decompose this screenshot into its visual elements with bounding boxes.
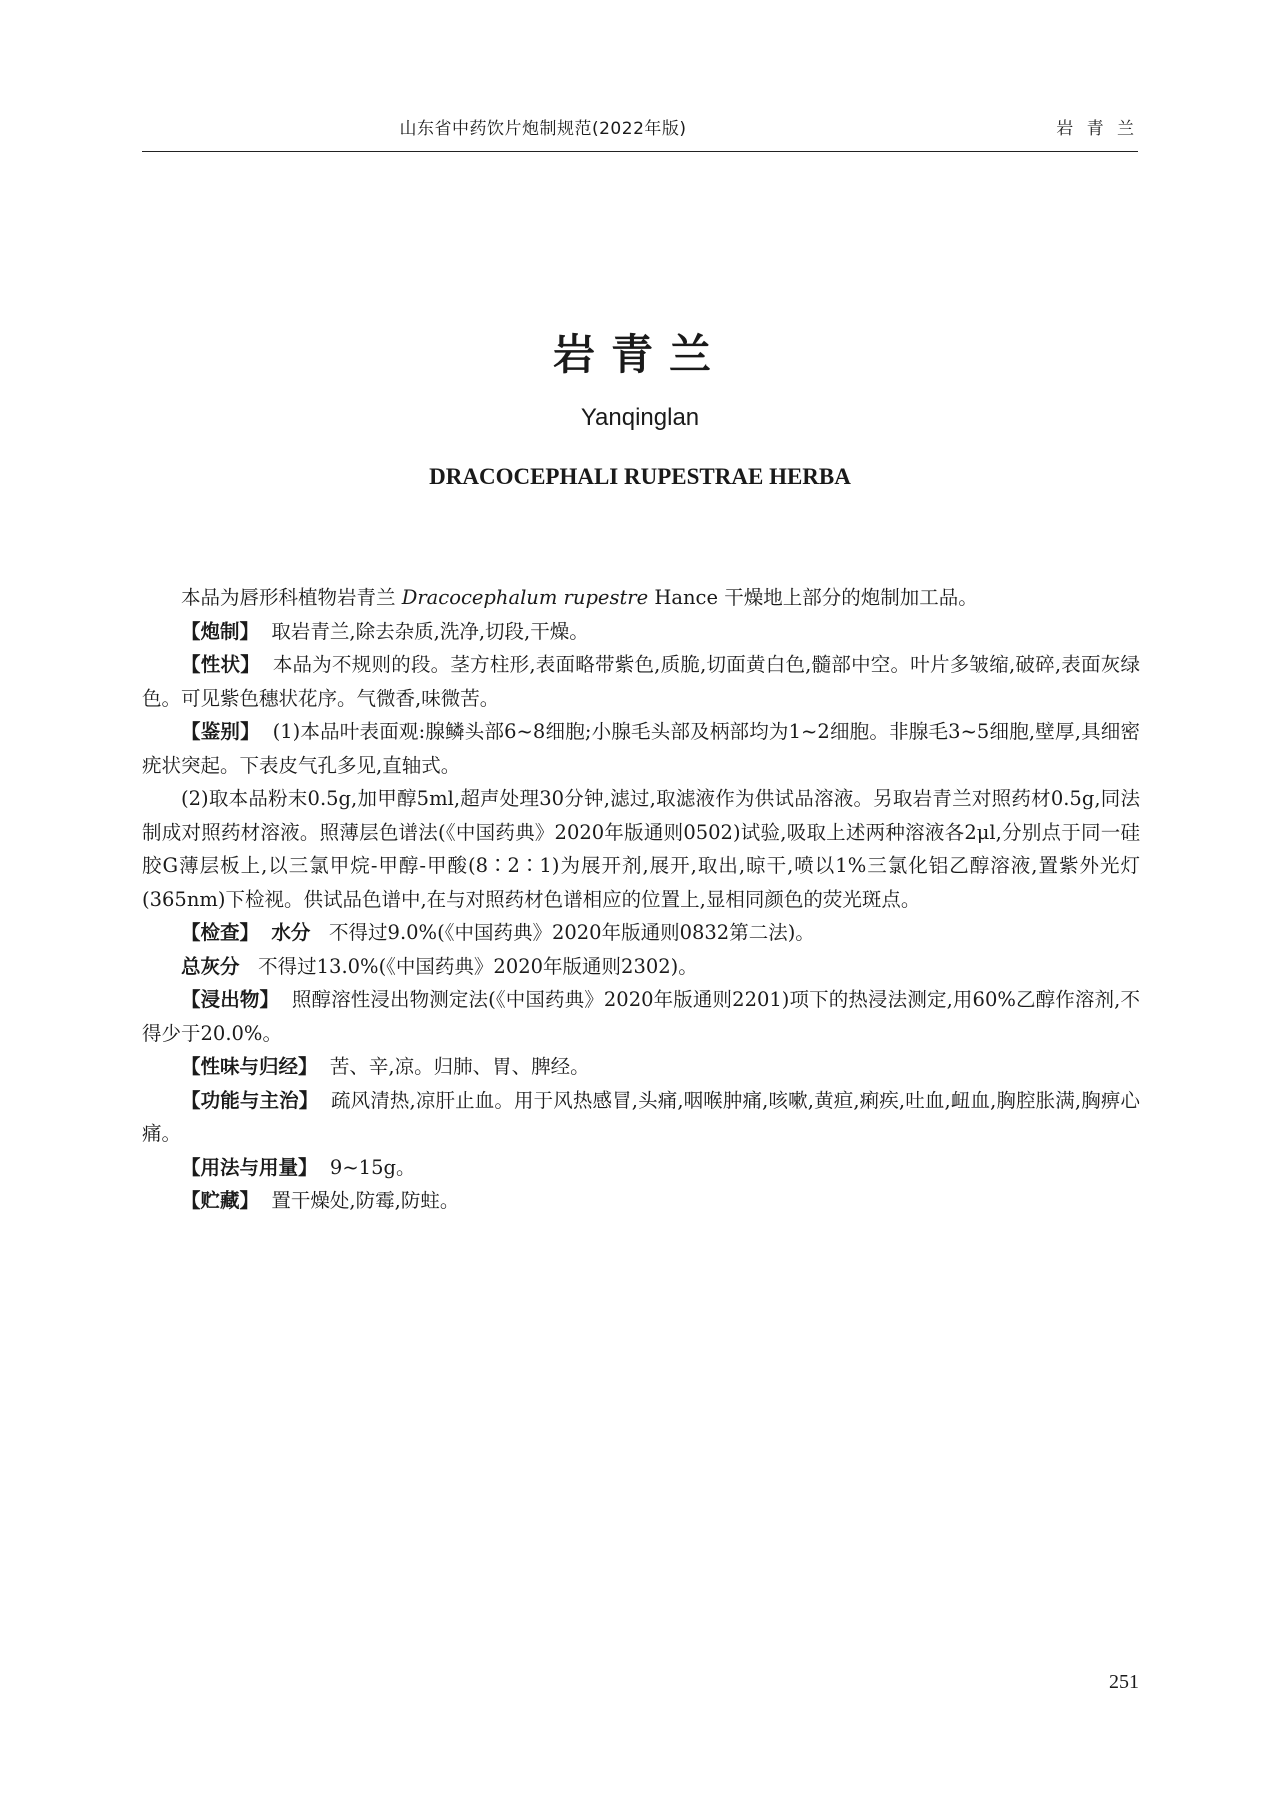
section-jiancha-ash (142, 950, 1140, 984)
section-jiancha (142, 916, 1140, 950)
section-xingzhuang (142, 648, 1140, 715)
header-herb-name: 岩 青 兰 (1056, 119, 1138, 139)
page-number: 251 (1109, 1671, 1139, 1693)
section-text-water: 不得过9.0%(《中国药典》2020年版通则0832第二法)。 (329, 921, 815, 944)
running-header (142, 114, 1138, 144)
title-latin: DRACOCEPHALI RUPESTRAE HERBA (429, 464, 851, 489)
title-pinyin: Yanqinglan (580, 404, 700, 431)
intro-text-after: Hance 干燥地上部分的炮制加工品。 (648, 586, 978, 609)
sub-label-water: 水分 (271, 921, 311, 944)
section-label-xingzhuang: 【性状】 (181, 653, 260, 676)
section-jinchuwu (142, 983, 1140, 1050)
section-text-gongneng: 疏风清热,凉肝止血。用于风热感冒,头痛,咽喉肿痛,咳嗽,黄疸,痢疾,吐血,衄血,胸腔胀满,胸痹心痛。 (142, 1088, 1140, 1145)
page-title: 岩青兰 (552, 330, 727, 379)
section-text-jianbie-1: (1)本品叶表面观:腺鳞头部6~8细胞;小腺毛头部及柄部均为1~2细胞。非腺毛3~5细胞,壁厚,具细密疣状突起。下表皮气孔多见,直轴式。 (142, 720, 1140, 777)
section-yongfa (142, 1151, 1140, 1185)
book-title: 山东省中药饮片炮制规范(2022年版) (399, 119, 687, 139)
section-text-xingzhuang: 本品为不规则的段。茎方柱形,表面略带紫色,质脆,切面黄白色,髓部中空。叶片多皱缩,破碎,表面灰绿色。可见紫色穗状花序。气微香,味微苦。 (142, 653, 1140, 710)
intro-paragraph (142, 581, 1140, 615)
section-text-ash: 不得过13.0%(《中国药典》2020年版通则2302)。 (258, 954, 698, 978)
section-gongneng (142, 1084, 1140, 1151)
section-label-paozhi: 【炮制】 (181, 619, 260, 643)
section-label-gongneng: 【功能与主治】 (181, 1088, 319, 1112)
section-xingwei (142, 1050, 1140, 1084)
section-text-paozhi: 取岩青兰,除去杂质,洗净,切段,干燥。 (271, 619, 589, 643)
section-jianbie-2 (142, 782, 1140, 916)
section-label-jiancha: 【检查】 (181, 921, 260, 944)
section-text-jianbie-2: (2)取本品粉末0.5g,加甲醇5ml,超声处理30分钟,滤过,取滤液作为供试品溶液。另取岩青兰对照药材0.5g,同法制成对照药材溶液。照薄层色谱法(《中国药典》2020年版通则0502)试验,吸取上述两种溶液各2μl,分别点于同一硅胶G薄层板上,以三氯甲烷-甲醇-甲酸(8∶2∶1)为展开剂,展开,取出,晾干,喷以1%三氯化铝乙醇溶液,置紫外光灯(365nm)下检视。供试品色谱中,在与对照药材色谱相应的位置上,显相同颜色的荧光斑点。 (142, 787, 1140, 911)
section-label-jinchuwu: 【浸出物】 (181, 988, 280, 1011)
header-rule (142, 151, 1138, 152)
section-label-yongfa: 【用法与用量】 (181, 1155, 318, 1179)
intro-text-before: 本品为唇形科植物岩青兰 (181, 586, 402, 609)
section-jianbie (142, 715, 1140, 782)
monograph-body (142, 581, 1140, 1218)
section-paozhi (142, 615, 1140, 649)
section-label-zhucang: 【贮藏】 (181, 1189, 260, 1212)
section-label-jianbie: 【鉴别】 (181, 720, 260, 743)
section-text-zhucang: 置干燥处,防霉,防蛀。 (271, 1189, 460, 1212)
sub-label-ash: 总灰分 (181, 954, 240, 978)
section-text-yongfa: 9~15g。 (329, 1155, 416, 1179)
section-zhucang (142, 1184, 1140, 1218)
species-latin-name: Dracocephalum rupestre (401, 586, 649, 609)
section-label-xingwei: 【性味与归经】 (181, 1055, 318, 1078)
section-text-xingwei: 苦、辛,凉。归肺、胃、脾经。 (329, 1055, 590, 1078)
section-text-jinchuwu: 照醇溶性浸出物测定法(《中国药典》2020年版通则2201)项下的热浸法测定,用60%乙醇作溶剂,不得少于20.0%。 (142, 988, 1140, 1045)
